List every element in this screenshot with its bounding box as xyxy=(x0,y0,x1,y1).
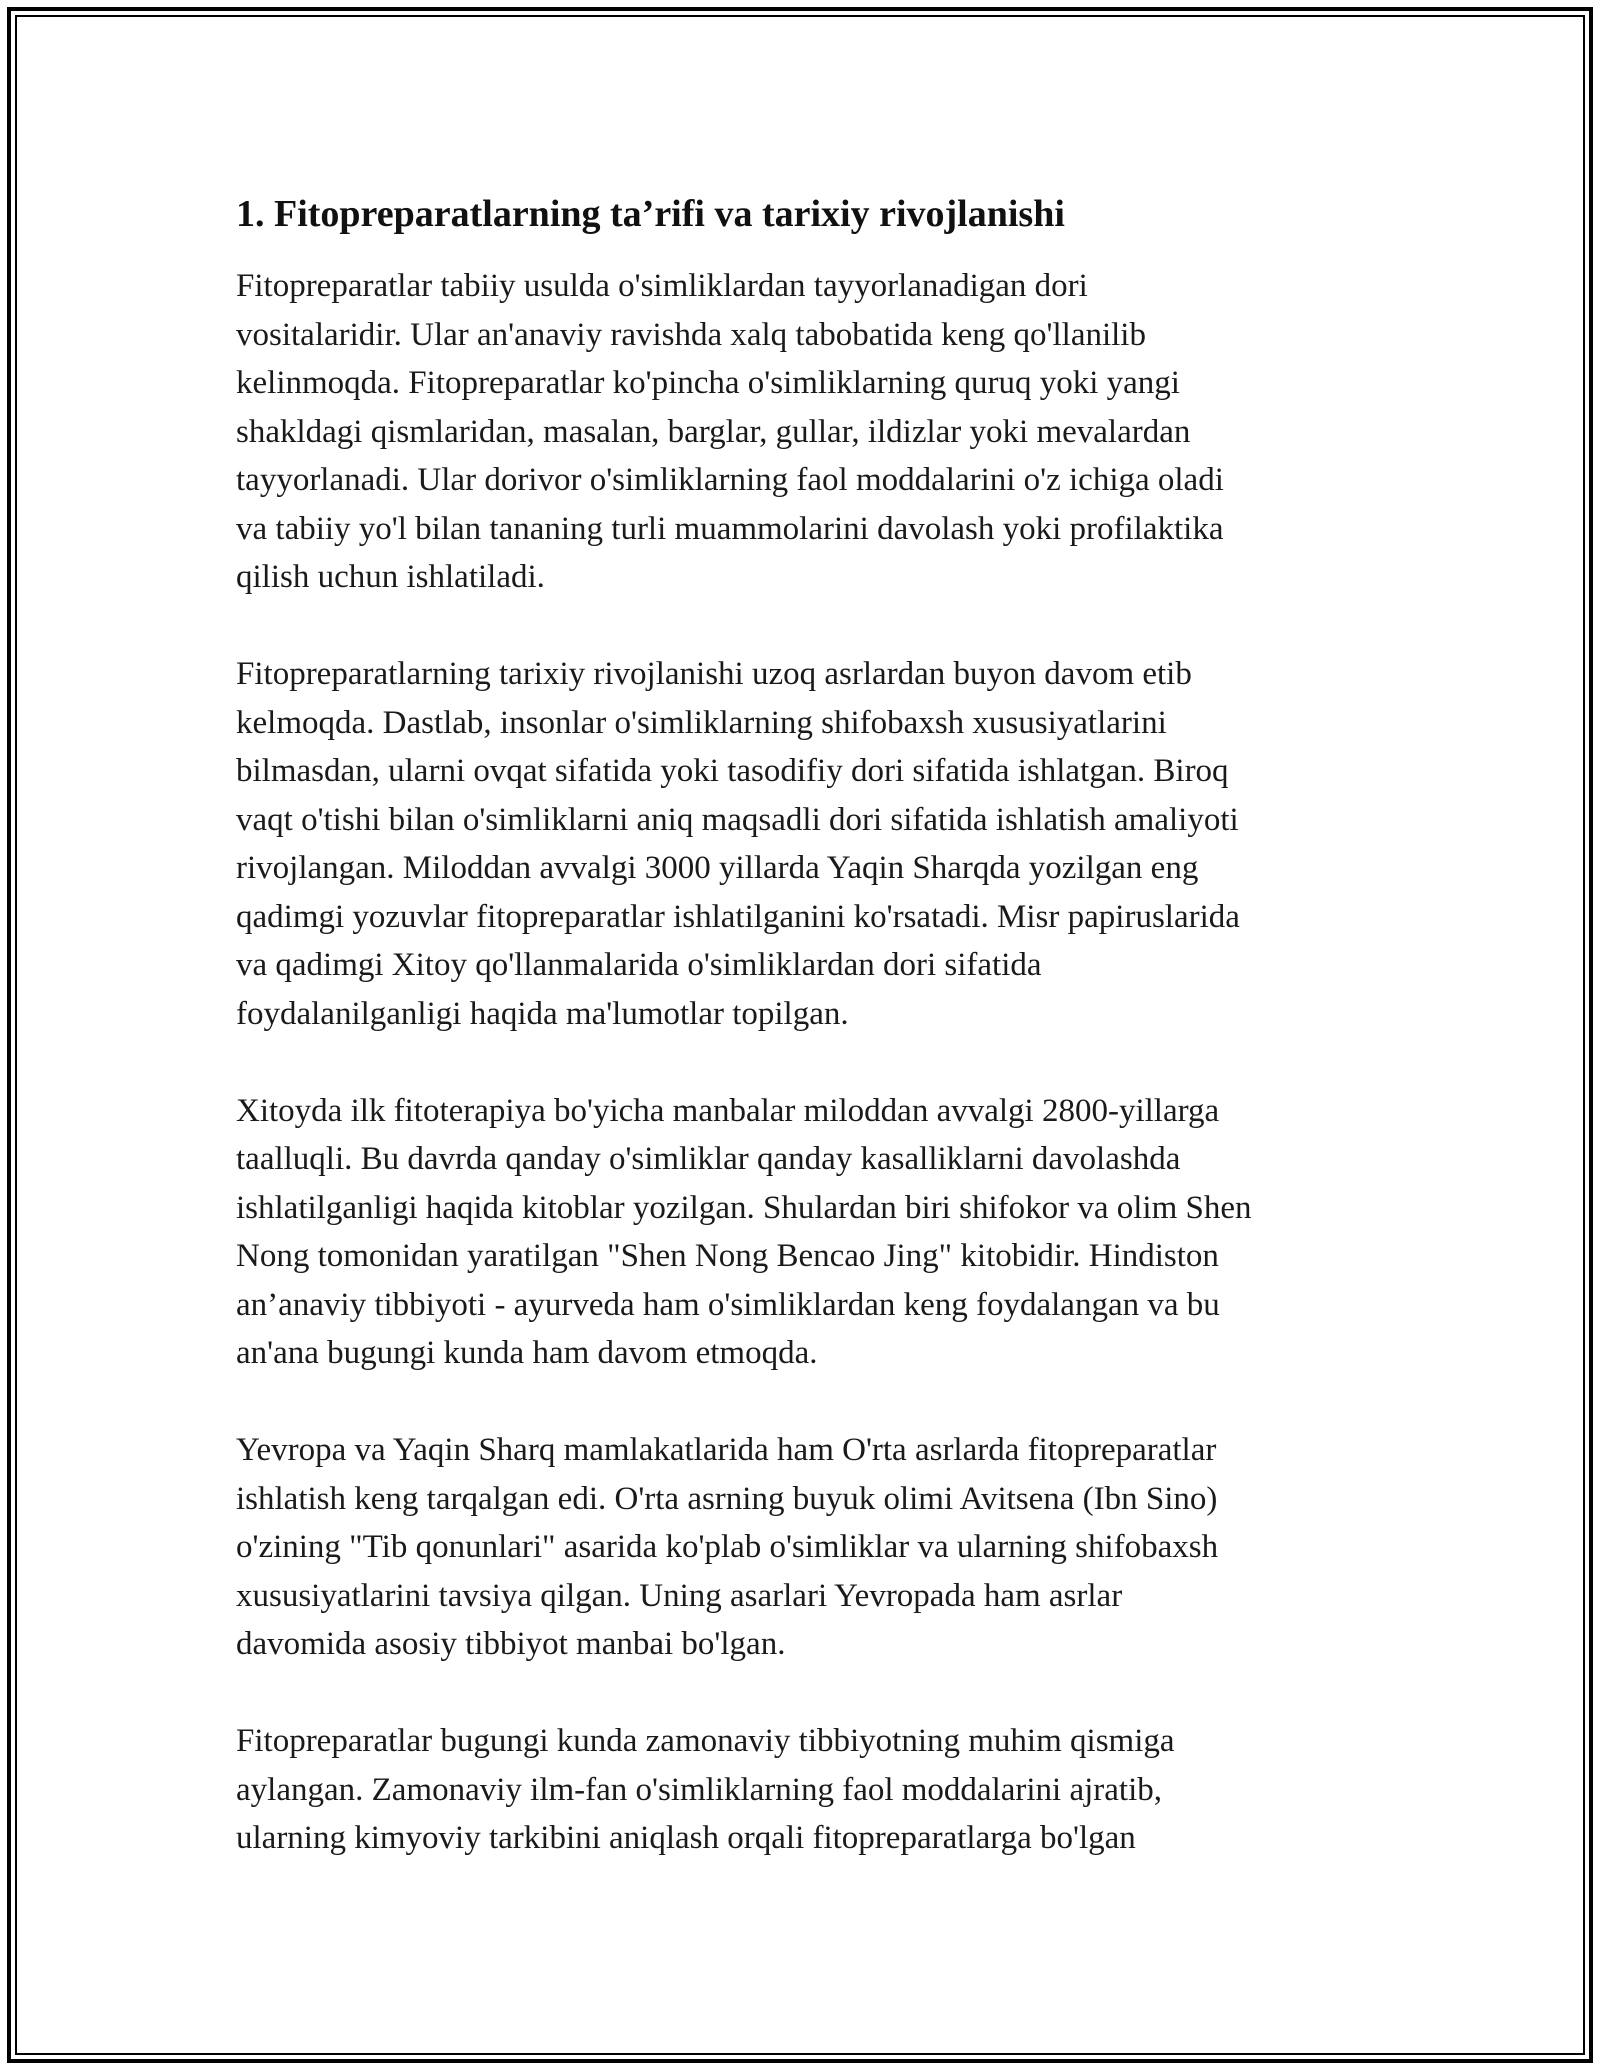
paragraph xyxy=(236,262,1376,602)
text-line: Fitopreparatlar bugungi kunda zamonaviy tibbiyotning muhim qismiga xyxy=(236,1723,1175,1759)
text-line: vositalaridir. Ular an'anaviy ravishda xalq tabobatida keng qo'llanilib xyxy=(236,316,1146,353)
paragraph xyxy=(236,1426,1376,1669)
text-line: Fitopreparatlarning tarixiy rivojlanishi uzoq asrlardan buyon davom etib xyxy=(236,656,1192,692)
text-line: vaqt o'tishi bilan o'simliklarni aniq maqsadli dori sifatida ishlatish amaliyoti xyxy=(236,801,1239,838)
text-line: aylangan. Zamonaviy ilm-fan o'simliklarning faol moddalarini ajratib, xyxy=(236,1771,1163,1808)
text-line: kelinmoqda. Fitopreparatlar ko'pincha o'simliklarning quruq yoki yangi xyxy=(236,365,1180,401)
text-line: o'zining "Tib qonunlari" asarida ko'plab o'simliklar va ularning shifobaxsh xyxy=(236,1529,1219,1565)
paragraph xyxy=(236,650,1376,1038)
text-line: xususiyatlarini tavsiya qilgan. Uning asarlari Yevropada ham asrlar xyxy=(236,1577,1123,1614)
text-line: ishlatilganligi haqida kitoblar yozilgan. Shulardan biri shifokor va olim Shen xyxy=(236,1189,1252,1226)
text-line: va qadimgi Xitoy qo'llanmalarida o'simliklardan dori sifatida xyxy=(236,947,1042,983)
text-line: qilish uchun ishlatiladi. xyxy=(236,559,545,595)
text-line: kelmoqda. Dastlab, insonlar o'simliklarning shifobaxsh xususiyatlarini xyxy=(236,704,1167,741)
text-line: bilmasdan, ularni ovqat sifatida yoki tasodifiy dori sifatida ishlatgan. Biroq xyxy=(236,753,1229,789)
text-line: an'ana bugungi kunda ham davom etmoqda. xyxy=(236,1335,818,1371)
text-line: shakldagi qismlaridan, masalan, barglar, gullar, ildizlar yoki mevalardan xyxy=(236,413,1191,450)
section-heading: 1. Fitopreparatlarning ta’rifi va tarixiy rivojlanishi xyxy=(236,193,1065,235)
text-line: tayyorlanadi. Ular dorivor o'simliklarning faol moddalarini o'z ichiga oladi xyxy=(236,462,1224,498)
text-line: foydalanilganligi haqida ma'lumotlar topilgan. xyxy=(236,995,849,1032)
text-line: ularning kimyoviy tarkibini aniqlash orqali fitopreparatlarga bo'lgan xyxy=(236,1820,1136,1856)
document-body xyxy=(236,186,1376,1911)
text-line: Xitoyda ilk fitoterapiya bo'yicha manbalar miloddan avvalgi 2800-yillarga xyxy=(236,1092,1220,1129)
text-line: qadimgi yozuvlar fitopreparatlar ishlatilganini ko'rsatadi. Misr papiruslarida xyxy=(236,898,1240,935)
paragraph xyxy=(236,1087,1376,1378)
text-line: Yevropa va Yaqin Sharq mamlakatlarida ham O'rta asrlarda fitopreparatlar xyxy=(236,1432,1217,1468)
text-line: taalluqli. Bu davrda qanday o'simliklar qanday kasalliklarni davolashda xyxy=(236,1141,1181,1177)
text-line: Nong tomonidan yaratilgan "Shen Nong Bencao Jing" kitobidir. Hindiston xyxy=(236,1238,1219,1274)
text-line: va tabiiy yo'l bilan tananing turli muammolarini davolash yoki profilaktika xyxy=(236,510,1224,547)
paragraph-list xyxy=(236,262,1376,1863)
text-line: an’anaviy tibbiyoti - ayurveda ham o'simliklardan keng foydalangan va bu xyxy=(236,1286,1220,1323)
text-line: rivojlangan. Miloddan avvalgi 3000 yillarda Yaqin Sharqda yozilgan eng xyxy=(236,850,1199,886)
text-line: ishlatish keng tarqalgan edi. O'rta asrning buyuk olimi Avitsena (Ibn Sino) xyxy=(236,1480,1218,1517)
paragraph xyxy=(236,1717,1376,1863)
text-line: Fitopreparatlar tabiiy usulda o'simliklardan tayyorlanadigan dori xyxy=(236,268,1088,304)
text-line: davomida asosiy tibbiyot manbai bo'lgan. xyxy=(236,1626,786,1662)
